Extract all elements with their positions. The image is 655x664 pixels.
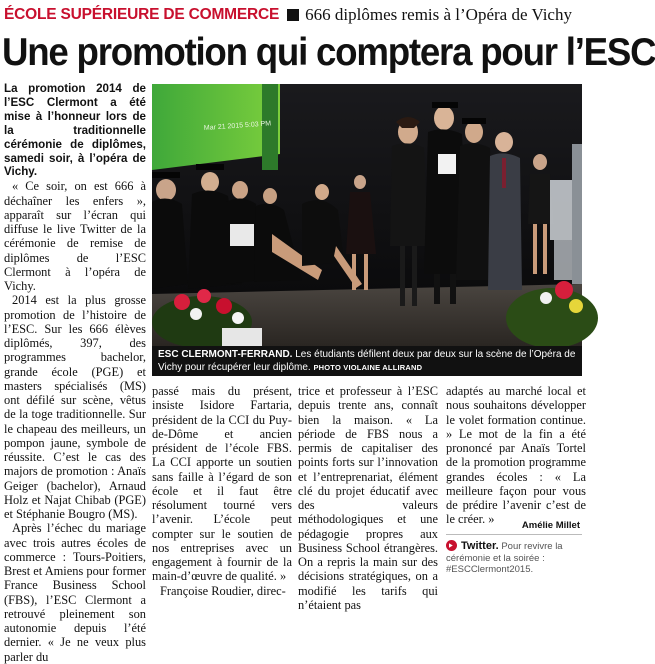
article-column-2 [152,384,292,598]
twitter-box [446,540,586,584]
paragraph: trice et professeur à l’ESC depuis trente ans, connaît bien la maison. « La période de FBS nous a permis de capitaliser des points forts sur l’innovation et l’entreprenariat, élément clé du projet éducatif avec des valeurs méthodologiques et une pédagogie propres aux Business School étrangères. On a repris la main sur des décisions stratégiques, on a modifié les tarifs qui n’étaient pas [298,384,438,612]
kicker-subtitle: 666 diplômes remis à l’Opéra de Vichy [305,5,572,24]
kicker [4,2,616,28]
photo-caption [152,346,582,376]
paragraph: Françoise Roudier, direc- [160,583,286,598]
article-column-3 [298,384,438,612]
divider [446,534,582,535]
paragraph: adaptés au marché local et nous souhaitons développer le volet formation continue. » Le mot de la fin a été prononcé par Anaïs Tortel de la promotion programme grandes écoles : « La meilleure façon pour vous de prédire l’avenir c’est de le créer. » [446,384,586,527]
article-column-4 [446,384,586,538]
paragraph: 2014 est la plus grosse promotion de l’histoire de l’ESC. Sur les 666 élèves diplômés, 397, des programmes bachelor, grande école (PGE) et masters spécialisés (MS) ont défilé sur scène, vêtus de la toge traditionnelle. Sur le chapeau des meilleurs, un pompon jaune, symbole de réussite. C’est le cas des majors de promotion : Anaïs Geiger (bachelor), Arnaud Holz et Najat Chibab (PGE) et Stéphanie Bougro (MS). [4,293,146,522]
article-lead: La promotion 2014 de l’ESC Clermont a été mise à l’honneur lors de la traditionnelle cérémonie de diplômes, samedi soir, à l’opéra de Vichy. [4,82,146,179]
author-byline: Amélie Millet [521,520,580,531]
paragraph: Après l’échec du mariage avec trois autres écoles de commerce : Tours-Poitiers, Brest et Amiens pour former France Business School (FBS), l’ESC Clermont a retrouvé pleinement son autonomie depuis l’été dernier. « Je ne veux plus parler du [4,521,146,664]
screen-timestamp: Mar 21 2015 5:03 PM [203,120,272,132]
twitter-text: Pour revivre la cérémonie et la soirée : #ESCClermont2015. [446,541,563,575]
paragraph: passé mais du présent, insiste Isidore Fartaria, président de la CCI du Puy-de-Dôme et ancien président de l’école FBS. La CCI apporte un soutien sans faille à l’égard de son école et il faut être résolument tourné vers l’avenir. L’école peut compter sur le soutien de nos entreprises avec un engagement à fournir de la main-d’œuvre de qualité. » [152,384,292,584]
caption-location: ESC CLERMONT-FERRAND. [158,349,293,360]
arrow-icon [446,540,458,551]
square-bullet-icon [287,9,299,21]
twitter-label: Twitter. [461,540,499,552]
paragraph: « Ce soir, on est 666 à déchaîner les enfers », apparaît sur l’écran qui diffuse le live Twitter de la cérémonie de remise de diplômes de l’ESC Clermont à l’opéra de Vichy. [4,179,146,294]
ceremony-photo [152,84,582,346]
article-column-1 [4,82,146,664]
caption-text: Les étudiants défilent deux par deux sur la scène de l’Opéra de Vichy pour récupérer leur diplôme. [158,349,576,373]
section-label: ÉCOLE SUPÉRIEURE DE COMMERCE [4,6,280,23]
headline: Une promotion qui comptera pour l’ESC [2,31,655,74]
photo-credit: PHOTO VIOLAINE ALLIRAND [313,363,423,372]
